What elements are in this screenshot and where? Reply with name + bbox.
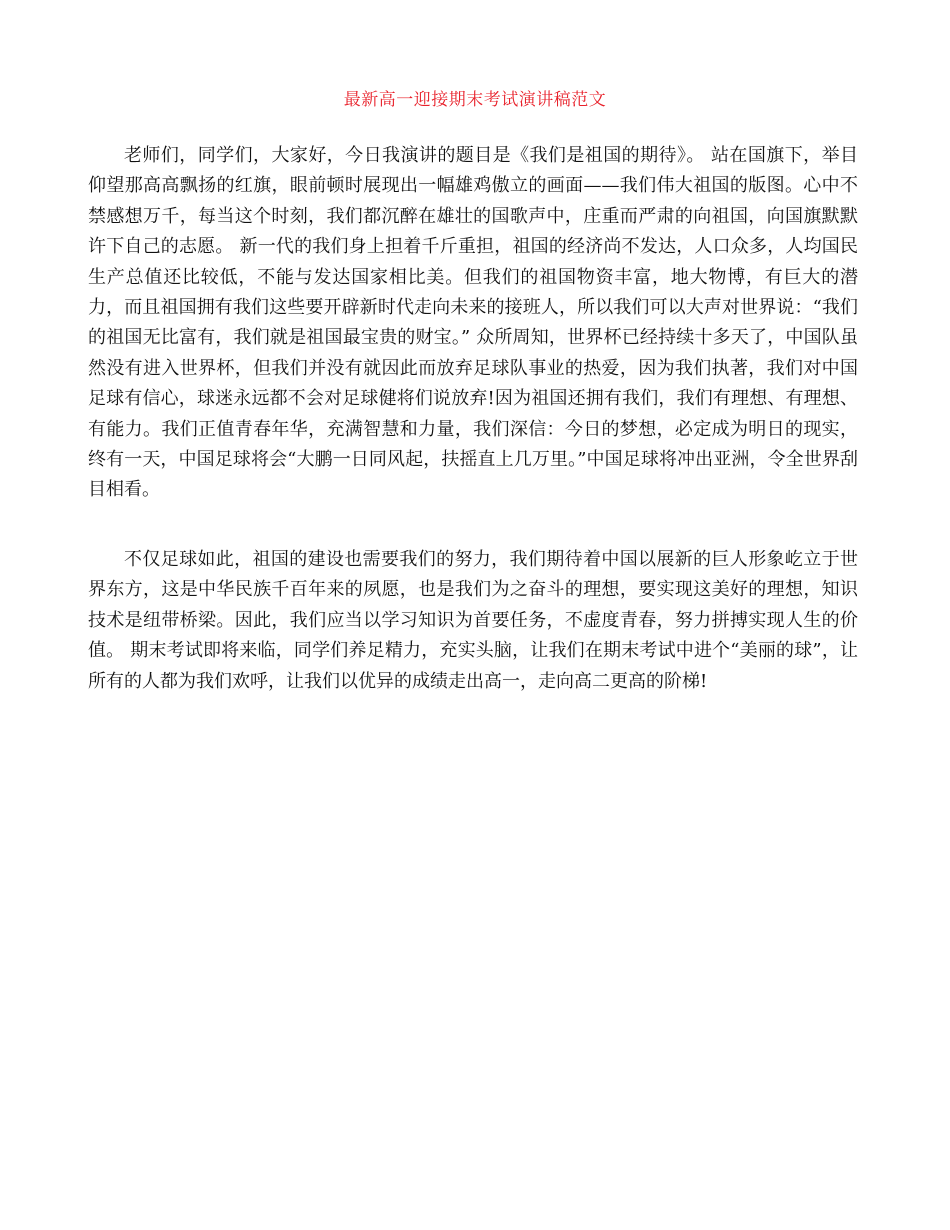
body-paragraph-2: 不仅足球如此，祖国的建设也需要我们的努力，我们期待着中国以展新的巨人形象屹立于世界东方，这是中华民族千百年来的夙愿，也是我们为之奋斗的理想，要实现这美好的理想，知识技术是纽带桥梁。因此，我们应当以学习知识为首要任务，不虚度青春，努力拼搏实现人生的价值。 期末考试即将来临，同学们养足精力，充实头脑，让我们在期末考试中进个“美丽的球”，让所有的人都为我们欢呼，让我们以优异的成绩走出高一，走向高二更高的阶梯!	[88, 549, 858, 692]
document-title: 最新高一迎接期末考试演讲稿范文	[343, 90, 607, 110]
body-paragraph-1: 老师们，同学们，大家好，今日我演讲的题目是《我们是祖国的期待》。 站在国旗下，举目仰望那高高飘扬的红旗，眼前顿时展现出一幅雄鸡傲立的画面——我们伟大祖国的版图。心中不禁感想万千，每当这个时刻，我们都沉醉在雄壮的国歌声中，庄重而严肃的向祖国，向国旗默默许下自己的志愿。 新一代的我们身上担着千斤重担，祖国的经济尚不发达，人口众多，人均国民生产总值还比较低，不能与发达国家相比美。但我们的祖国物资丰富，地大物博，有巨大的潜力，而且祖国拥有我们这些要开辟新时代走向未来的接班人，所以我们可以大声对世界说：“我们的祖国无比富有，我们就是祖国最宝贵的财宝。” 众所周知，世界杯已经持续十多天了，中国队虽然没有进入世界杯，但我们并没有就因此而放弃足球队事业的热爱，因为我们执著，我们对中国足球有信心，球迷永远都不会对足球健将们说放弃!因为祖国还拥有我们，我们有理想、有理想、有能力。我们正值青春年华，充满智慧和力量，我们深信：今日的梦想，必定成为明日的现实，终有一天，中国足球将会“大鹏一日同风起，扶摇直上几万里。”中国足球将冲出亚洲，令全世界刮目相看。	[88, 145, 858, 501]
